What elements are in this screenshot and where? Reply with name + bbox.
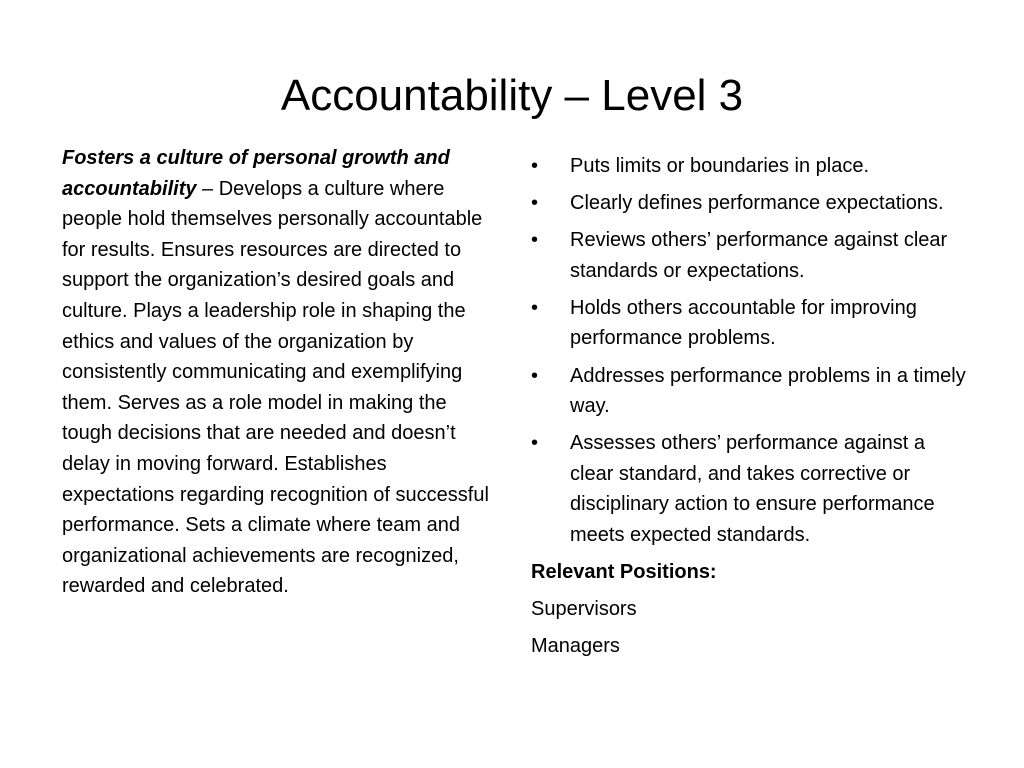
bullet-marker: • [531,432,539,455]
bullet-marker: • [531,296,539,319]
bullet-marker: • [531,155,539,177]
behaviors-list [531,151,971,551]
behavior-item [531,428,971,550]
behavior-text: Holds others accountable for improving performance problems. [570,296,917,350]
bullet-marker: • [531,364,539,387]
description-lead: Fosters a culture of personal growth and accountability [62,147,450,200]
behavior-item [531,188,971,219]
behavior-item [531,293,971,354]
bullet-marker: • [531,192,539,215]
behavior-text: Assesses others’ performance against a clear standard, and takes corrective or disciplinary action to ensure performance meets expected standards. [570,432,935,547]
behavior-text: Clearly defines performance expectations. [570,192,944,215]
slide-title: Accountability – Level 3 [280,71,744,120]
behavior-item [531,361,971,422]
behavior-text: Puts limits or boundaries in place. [570,155,870,177]
position-managers: Managers [531,635,620,658]
behavior-text: Reviews others’ performance against clear standards or expectations. [570,229,948,282]
description-body: – Develops a culture where people hold themselves personally accountable for results. Ensures resources are directed to support the organization’s desired goals and culture. Plays a leadership role in shaping the ethics and values of the organization by consistently communicating and exemplifying them. Serves as a role model in making the tough decisions that are needed and doesn’t delay in moving forward. Establishes expectations regarding recognition of successful performance. Sets a climate where team and organizational achievements are recognized, rewarded and celebrated. [62,177,489,598]
description-text-block [62,143,498,602]
bullet-marker: • [531,229,539,252]
behavior-item [531,225,971,286]
position-supervisors: Supervisors [531,598,637,621]
behaviors-block [531,151,971,668]
positions-heading: Relevant Positions: [531,561,717,584]
behavior-item [531,151,971,182]
behavior-text: Addresses performance problems in a timely way. [570,364,966,418]
